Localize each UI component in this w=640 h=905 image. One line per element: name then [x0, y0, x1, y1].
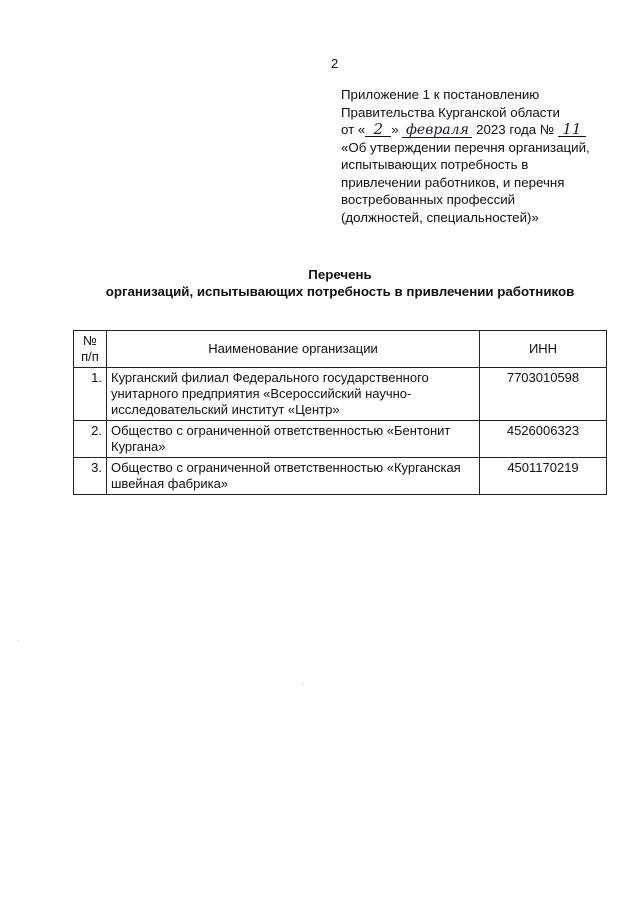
date-year: 2023 года № [476, 122, 555, 137]
scan-speck [302, 684, 303, 685]
row-num: 2. [74, 421, 107, 458]
title-line-2: организаций, испытывающих потребность в привлечении работников [105, 284, 575, 299]
row-name: Общество с ограниченной ответственностью «Курганская швейная фабрика» [107, 458, 480, 495]
appendix-subject-line: «Об утверждении перечня организаций, [341, 139, 590, 155]
table-row [74, 368, 607, 421]
appendix-subject-line: востребованных профессий [341, 192, 516, 207]
header-num [74, 331, 107, 368]
document-title [60, 266, 620, 300]
handwritten-day: 2 [365, 123, 391, 137]
row-num: 1. [74, 368, 107, 421]
row-name: Общество с ограниченной ответственностью «Бентонит Кургана» [107, 421, 480, 458]
header-inn: ИНН [480, 331, 607, 368]
title-line-1: Перечень [308, 267, 372, 282]
appendix-date-line [341, 121, 621, 139]
appendix-subject-line: привлечении работников, и перечня [341, 174, 565, 190]
date-prefix: от « [341, 122, 366, 137]
header-num-line2: п/п [81, 349, 99, 364]
row-name: Курганский филиал Федерального государственного унитарного предприятия «Всероссийский научно-исследовательский институт «Центр» [107, 368, 480, 421]
table-header-row [74, 331, 607, 368]
row-num: 3. [74, 458, 107, 495]
table-row [74, 421, 607, 458]
row-inn: 7703010598 [480, 368, 607, 421]
header-name: Наименование организации [107, 331, 480, 368]
appendix-subject-line: испытывающих потребность в [341, 157, 529, 172]
row-inn: 4501170219 [480, 458, 607, 495]
appendix-block [341, 86, 621, 226]
appendix-line: Приложение 1 к постановлению [341, 87, 540, 102]
handwritten-month: февраля [402, 124, 472, 138]
date-mid: » [391, 122, 399, 137]
table-row [74, 458, 607, 495]
appendix-line: Правительства Курганской области [341, 104, 560, 120]
handwritten-number: 11 [558, 123, 586, 137]
row-inn: 4526006323 [480, 421, 607, 458]
scan-speck [18, 640, 19, 641]
organizations-table [73, 330, 607, 495]
page-number: 2 [331, 56, 339, 71]
header-num-line1: № [83, 333, 97, 348]
appendix-subject-line: (должностей, специальностей)» [341, 209, 539, 225]
